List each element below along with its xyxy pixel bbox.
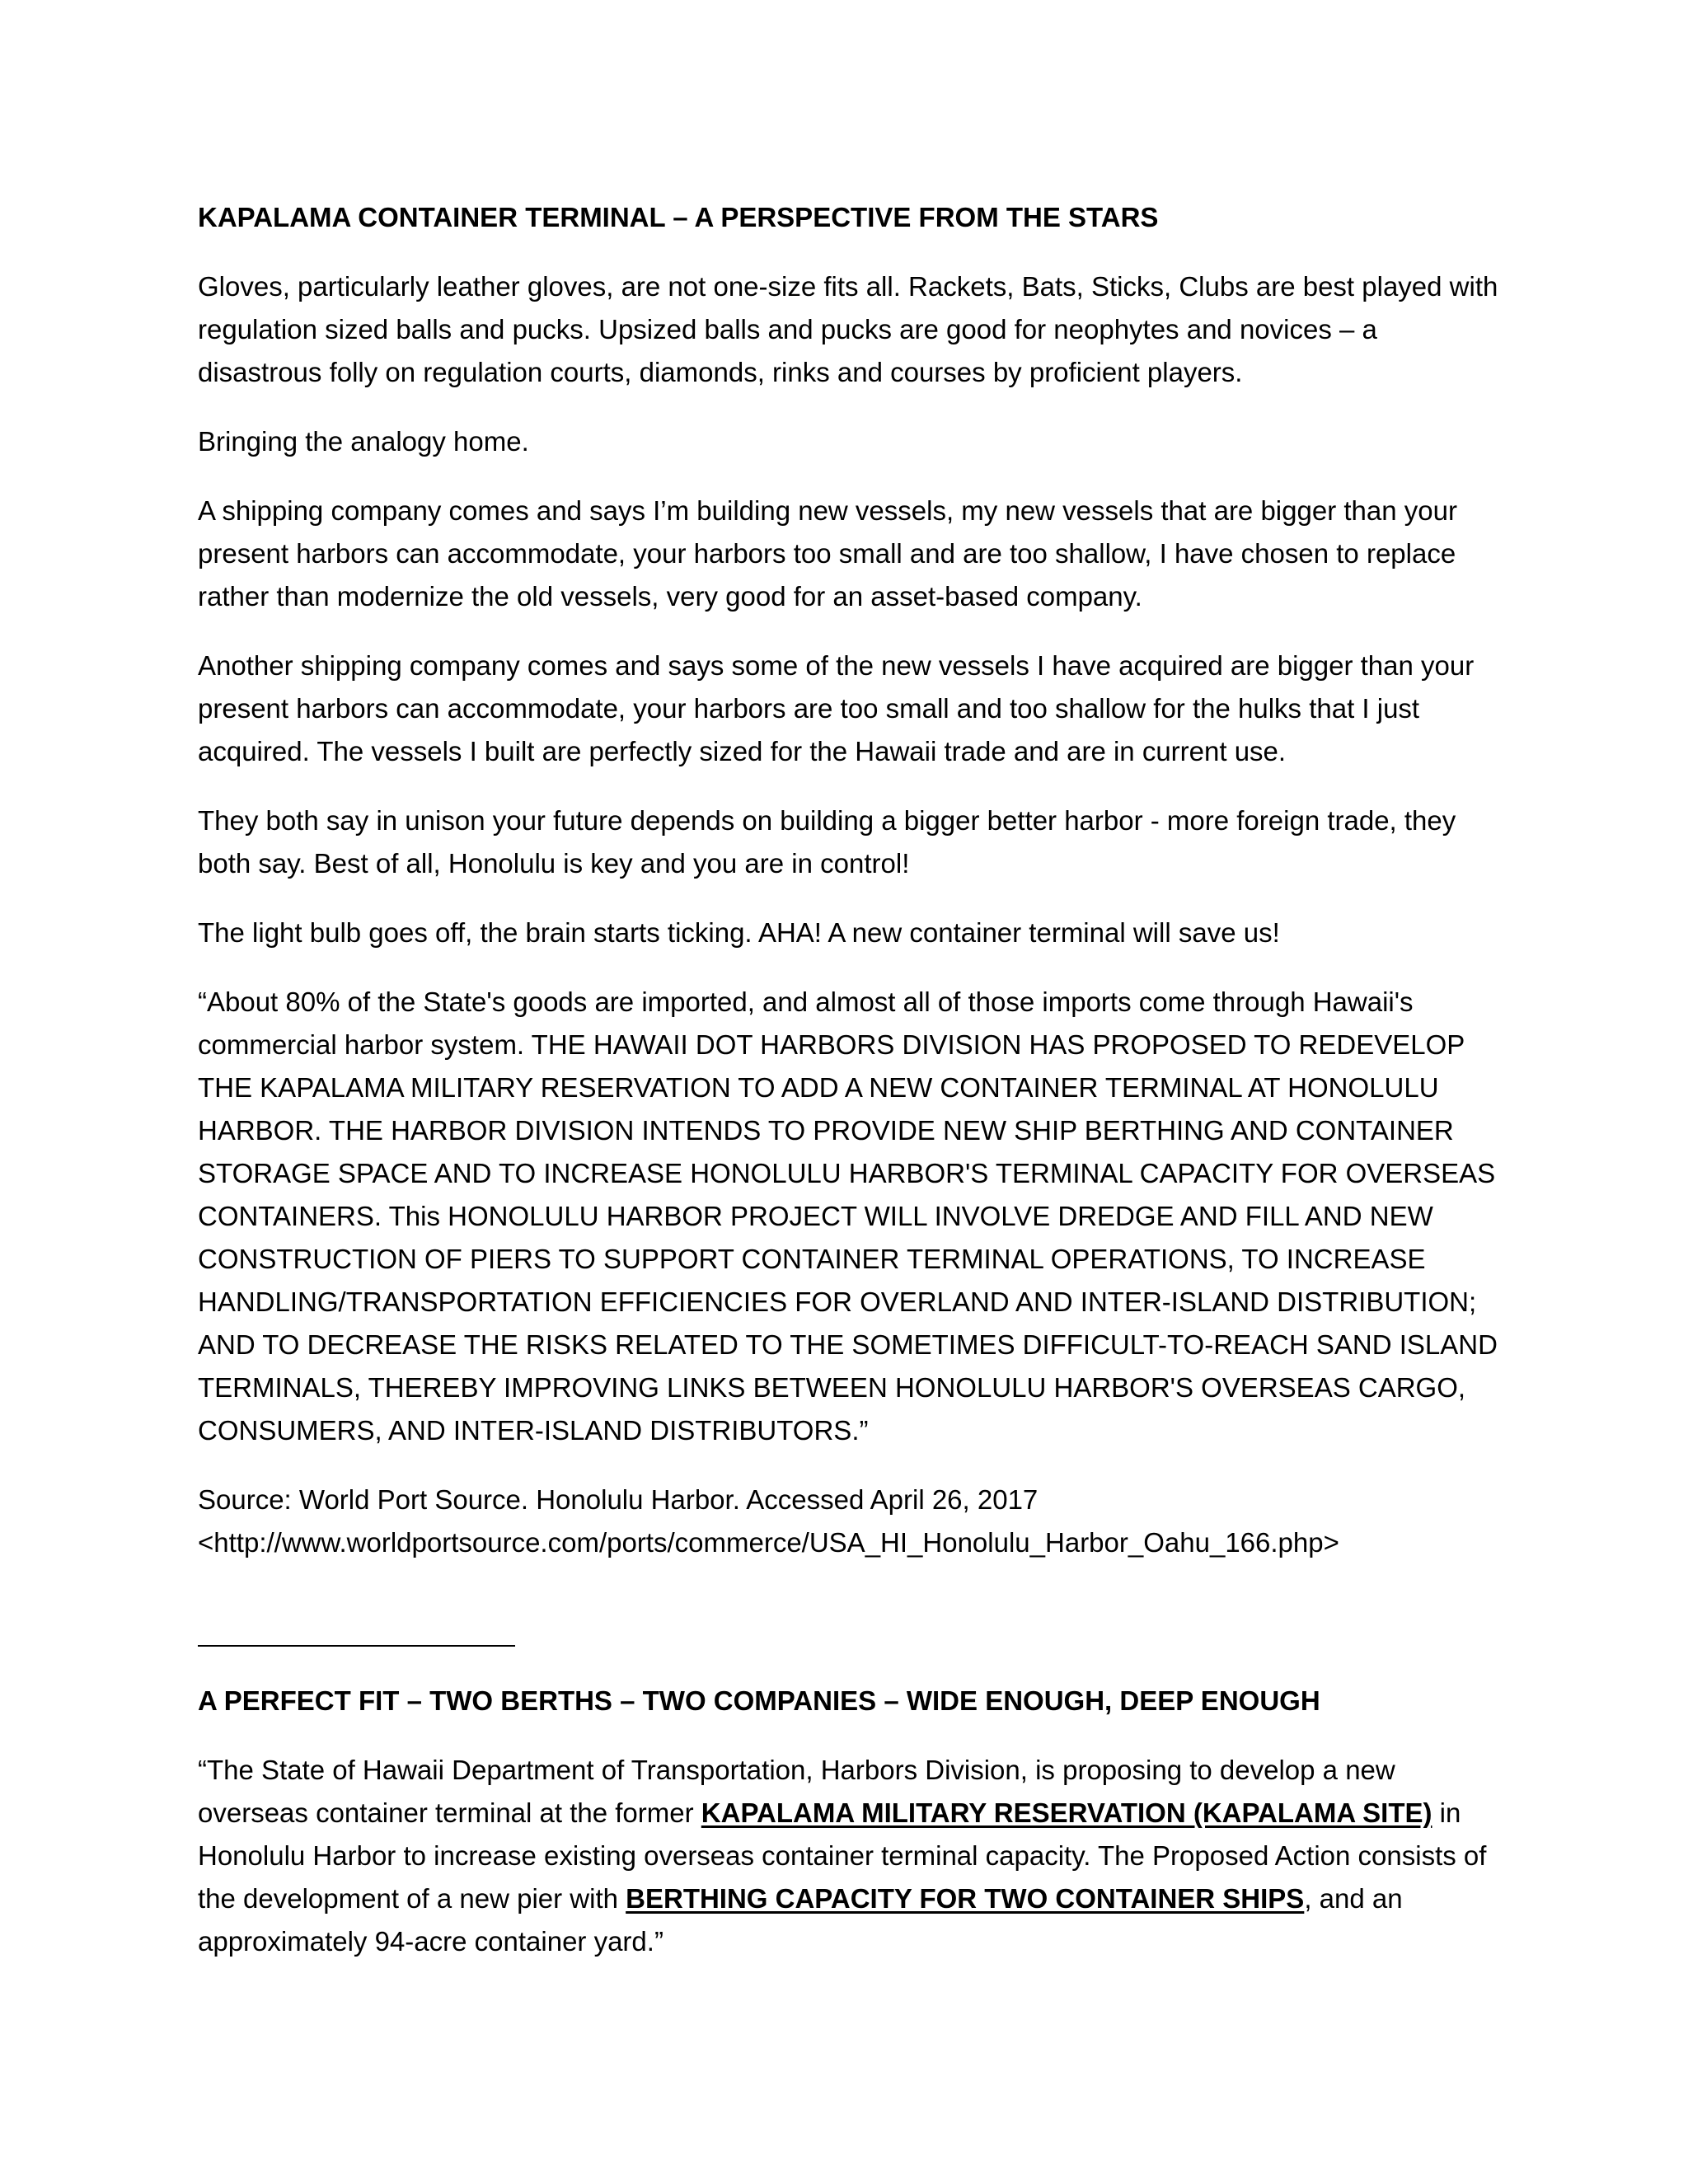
paragraph-light-bulb: The light bulb goes off, the brain starts ticking. AHA! A new container terminal will save us!: [198, 917, 1280, 948]
quoted-passage-world-port-source: “About 80% of the State's goods are imported, and almost all of those imports come through Hawaii's commercial harbor system. THE HAWAII DOT HARBORS DIVISION HAS PROPOSED TO REDEVELOP THE KAPALAMA MILITARY RESERVATION TO ADD A NEW CONTAINER TERMINAL AT HONOLULU HARBOR. THE HARBOR DIVISION INTENDS TO PROVIDE NEW SHIP BERTHING AND CONTAINER STORAGE SPACE AND TO INCREASE HONOLULU HARBOR'S TERMINAL CAPACITY FOR OVERSEAS CONTAINERS. This HONOLULU HARBOR PROJECT WILL INVOLVE DREDGE AND FILL AND NEW CONSTRUCTION OF PIERS TO SUPPORT CONTAINER TERMINAL OPERATIONS, TO INCREASE HANDLING/TRANSPORTATION EFFICIENCIES FOR OVERLAND AND INTER-ISLAND DISTRIBUTION; AND TO DECREASE THE RISKS RELATED TO THE SOMETIMES DIFFICULT-TO-REACH SAND ISLAND TERMINALS, THEREBY IMPROVING LINKS BETWEEN HONOLULU HARBOR'S OVERSEAS CARGO, CONSUMERS, AND INTER-ISLAND DISTRIBUTORS.”: [198, 987, 1498, 1446]
emphasis-kapalama-site: KAPALAMA MILITARY RESERVATION (KAPALAMA SITE): [701, 1797, 1432, 1828]
quote-text-part-1: “The State of Hawaii Department of Transportation, Harbors Division, is proposing to develop a new overseas container terminal at the former: [198, 1755, 1395, 1828]
paragraph-second-shipping-company: Another shipping company comes and says some of the new vessels I have acquired are bigger than your present harbors can accommodate, your harbors are too small and too shallow for the hulks that I just acquired. The vessels I built are perfectly sized for the Hawaii trade and are in current use.: [198, 650, 1475, 766]
paragraph-bringing-analogy-home: Bringing the analogy home.: [198, 426, 529, 457]
source-citation-url: <http://www.worldportsource.com/ports/commerce/USA_HI_Honolulu_Harbor_Oahu_166.php>: [198, 1527, 1339, 1558]
source-citation: [198, 1479, 1500, 1564]
source-citation-line: Source: World Port Source. Honolulu Harbor. Accessed April 26, 2017: [198, 1484, 1039, 1515]
paragraph-gloves-analogy: Gloves, particularly leather gloves, are not one-size fits all. Rackets, Bats, Sticks, Clubs are best played with regulation sized balls and pucks. Upsized balls and pucks are good for neophytes and novices – a disastrous folly on regulation courts, diamonds, rinks and courses by proficient players.: [198, 271, 1498, 387]
section-2-heading: A PERFECT FIT – TWO BERTHS – TWO COMPANIES – WIDE ENOUGH, DEEP ENOUGH: [198, 1685, 1320, 1716]
section-divider: [198, 1645, 515, 1647]
emphasis-berthing-capacity: BERTHING CAPACITY FOR TWO CONTAINER SHIPS: [626, 1883, 1305, 1914]
quote-text-part-3: , and an approximately 94-acre container yard.”: [198, 1883, 1403, 1957]
quote-text-part-2: in Honolulu Harbor to increase existing overseas container terminal capacity. The Proposed Action consists of the development of a new pier with: [198, 1797, 1487, 1914]
section-1-heading: KAPALAMA CONTAINER TERMINAL – A PERSPECTIVE FROM THE STARS: [198, 202, 1159, 232]
quoted-passage-harbors-division: [198, 1749, 1500, 1963]
paragraph-unison-claim: They both say in unison your future depends on building a bigger better harbor - more foreign trade, they both say. Best of all, Honolulu is key and you are in control!: [198, 805, 1456, 879]
paragraph-first-shipping-company: A shipping company comes and says I’m building new vessels, my new vessels that are bigger than your present harbors can accommodate, your harbors too small and are too shallow, I have chosen to replace rather than modernize the old vessels, very good for an asset-based company.: [198, 495, 1457, 612]
document-page: [198, 196, 1500, 1963]
